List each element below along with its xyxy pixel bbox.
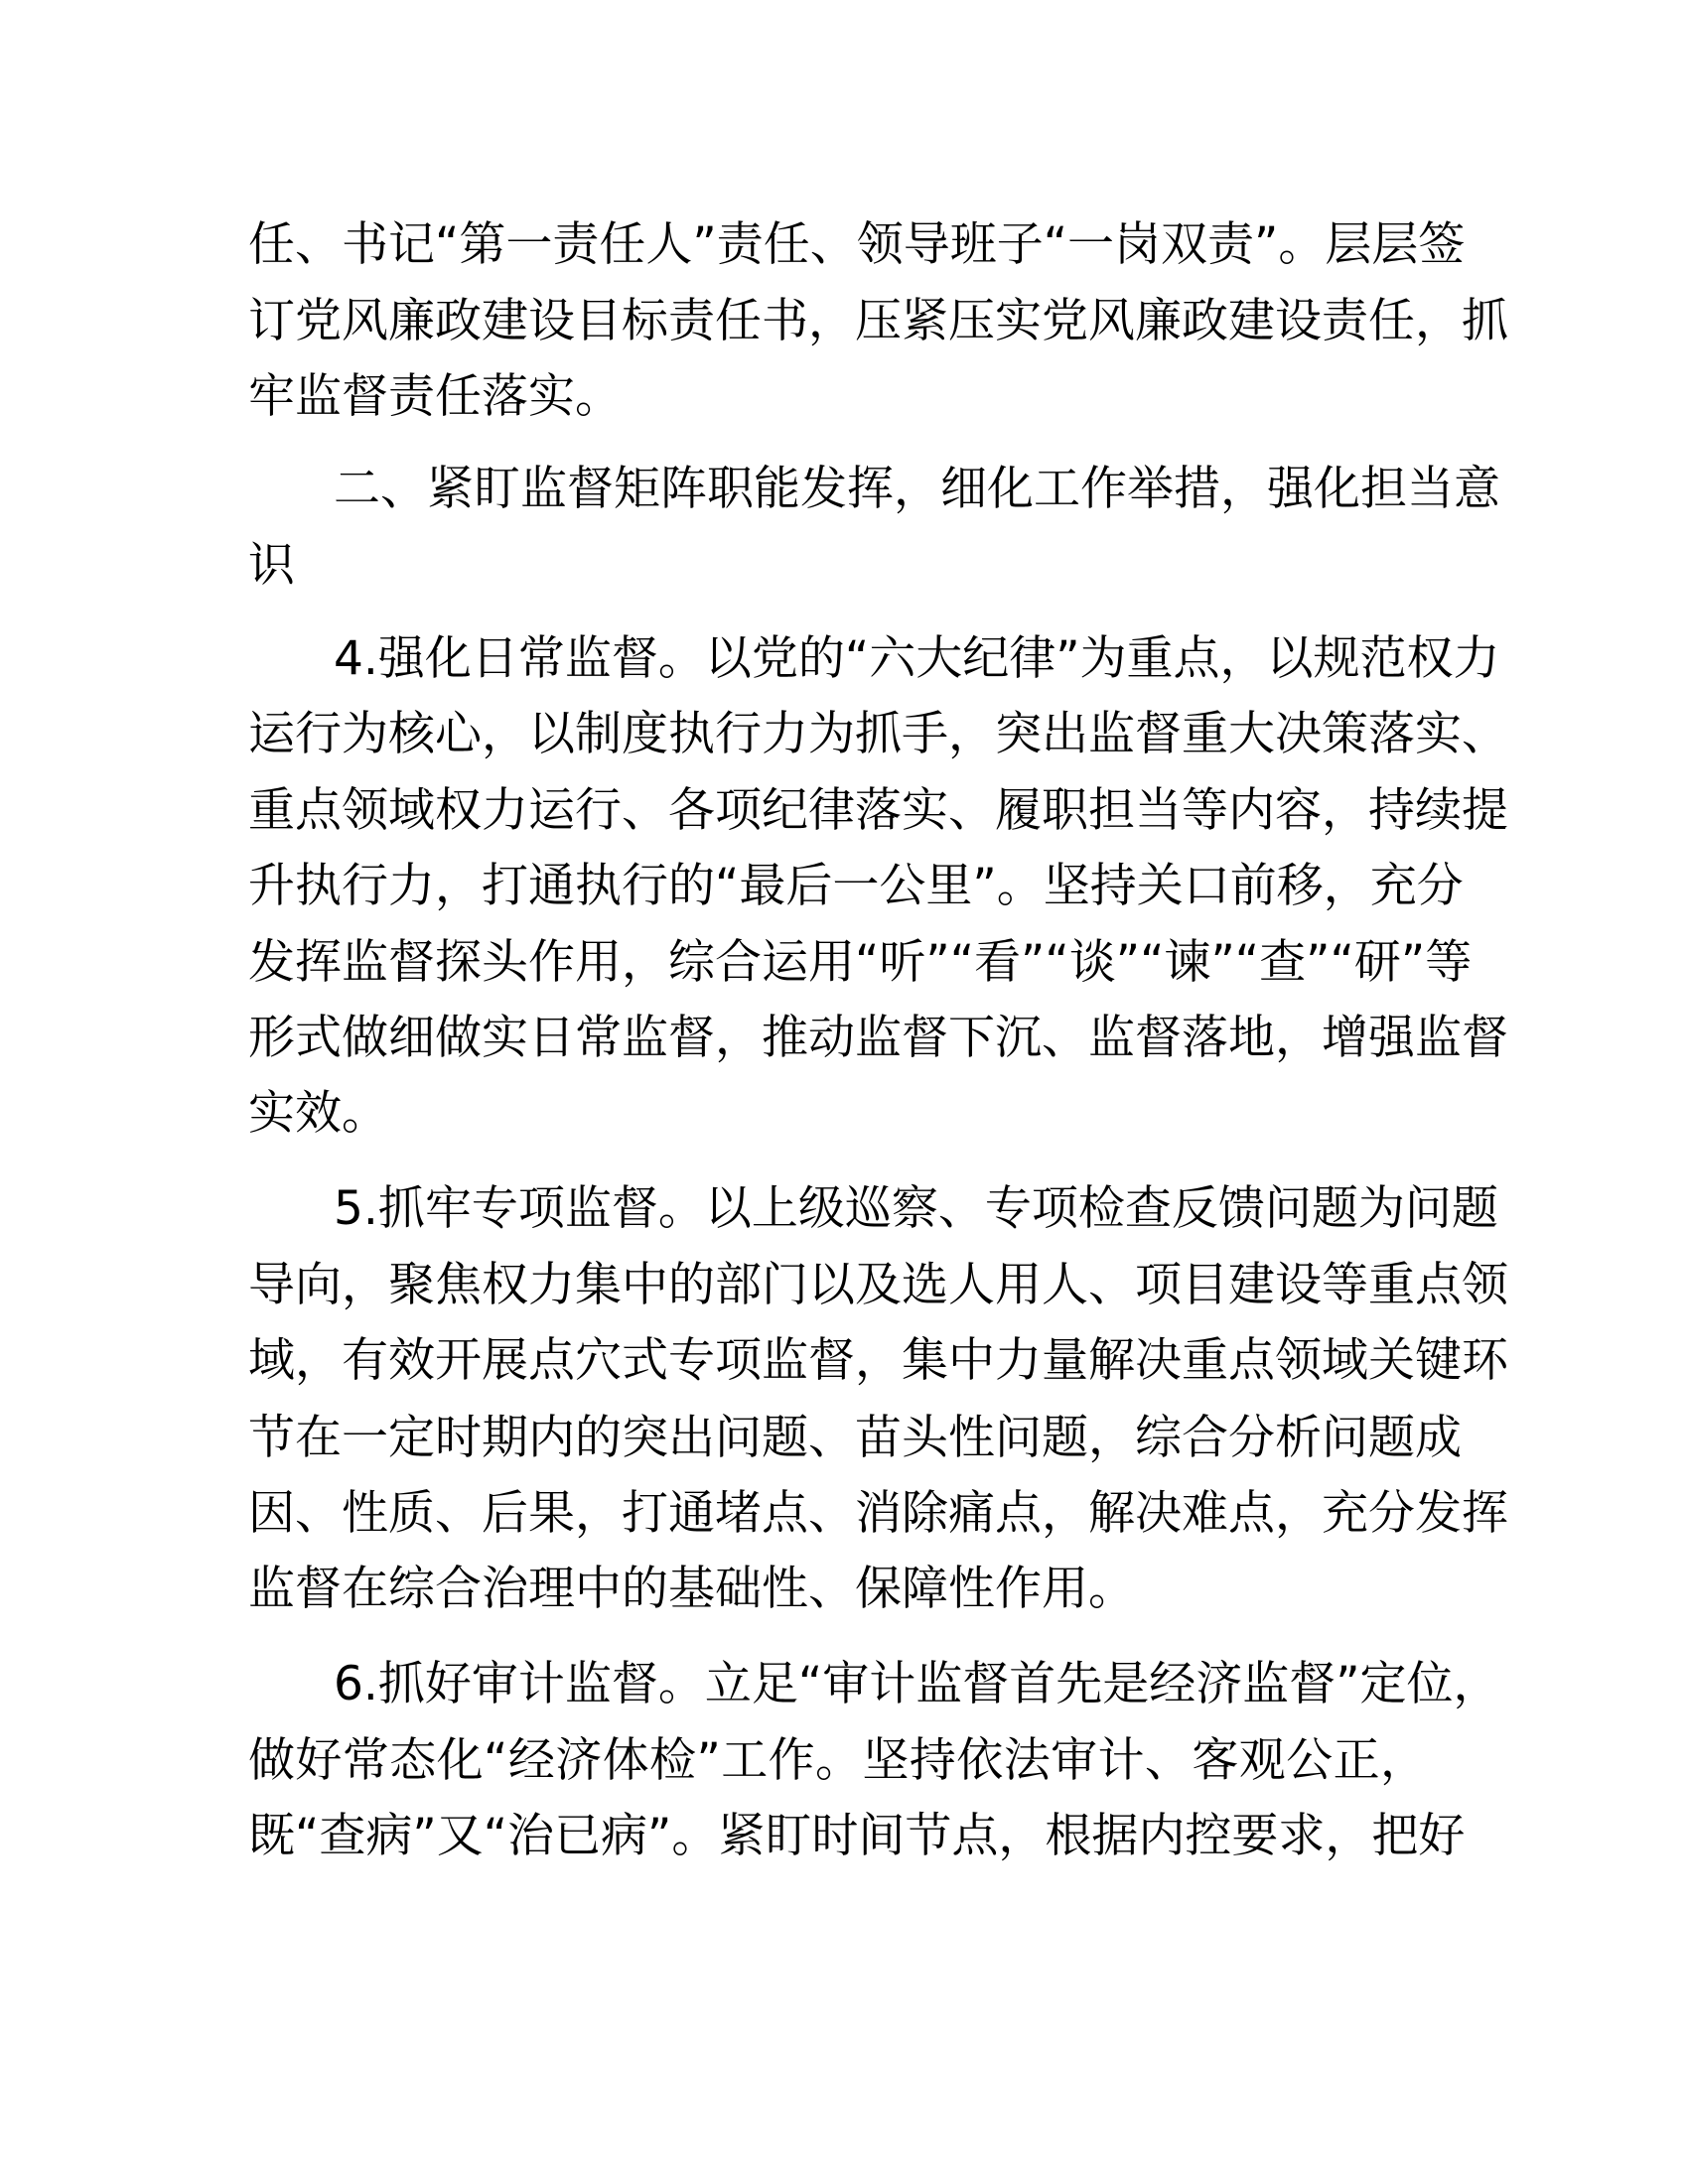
text-line: 实效。 (248, 1086, 388, 1141)
text-line: 导向，聚焦权力集中的部门以及选人用人、项目建设等重点领 (248, 1258, 1508, 1312)
text-line: 监督在综合治理中的基础性、保障性作用。 (248, 1562, 1135, 1616)
text-line: 做好常态化“经济体检”工作。坚持依法审计、客观公正， (248, 1733, 1427, 1788)
text-line: 因、性质、后果，打通堵点、消除痛点，解决难点，充分发挥 (248, 1486, 1508, 1541)
text-line: 订党风廉政建设目标责任书，压紧压实党风廉政建设责任，抓 (248, 294, 1508, 348)
text-line: 域，有效开展点穴式专项监督，集中力量解决重点领域关键环 (248, 1333, 1508, 1388)
text-line: 5.抓牢专项监督。以上级巡察、专项检查反馈问题为问题 (334, 1181, 1498, 1236)
text-line: 形式做细做实日常监督，推动监督下沉、监督落地，增强监督 (248, 1011, 1508, 1065)
text-line: 4.强化日常监督。以党的“六大纪律”为重点，以规范权力 (334, 631, 1500, 686)
text-line: 发挥监督探头作用，综合运用“听”“看”“谈”“谏”“查”“研”等 (248, 935, 1473, 990)
text-line: 6.抓好审计监督。立足“审计监督首先是经济监督”定位， (334, 1657, 1500, 1711)
text-line: 牢监督责任落实。 (248, 369, 622, 424)
text-line: 运行为核心，以制度执行力为抓手，突出监督重大决策落实、 (248, 707, 1508, 761)
text-line: 重点领域权力运行、各项纪律落实、履职担当等内容，持续提 (248, 783, 1508, 838)
text-line: 升执行力，打通执行的“最后一公里”。坚持关口前移，充分 (248, 859, 1464, 913)
text-line: 二、紧盯监督矩阵职能发挥，细化工作举措，强化担当意 (334, 462, 1500, 516)
text-line: 识 (248, 538, 295, 593)
text-line: 任、书记“第一责任人”责任、领导班子“一岗双责”。层层签 (248, 217, 1466, 272)
text-line: 既“查病”又“治已病”。紧盯时间节点，根据内控要求，把好 (248, 1809, 1466, 1863)
text-line: 节在一定时期内的突出问题、苗头性问题，综合分析问题成 (248, 1411, 1462, 1465)
